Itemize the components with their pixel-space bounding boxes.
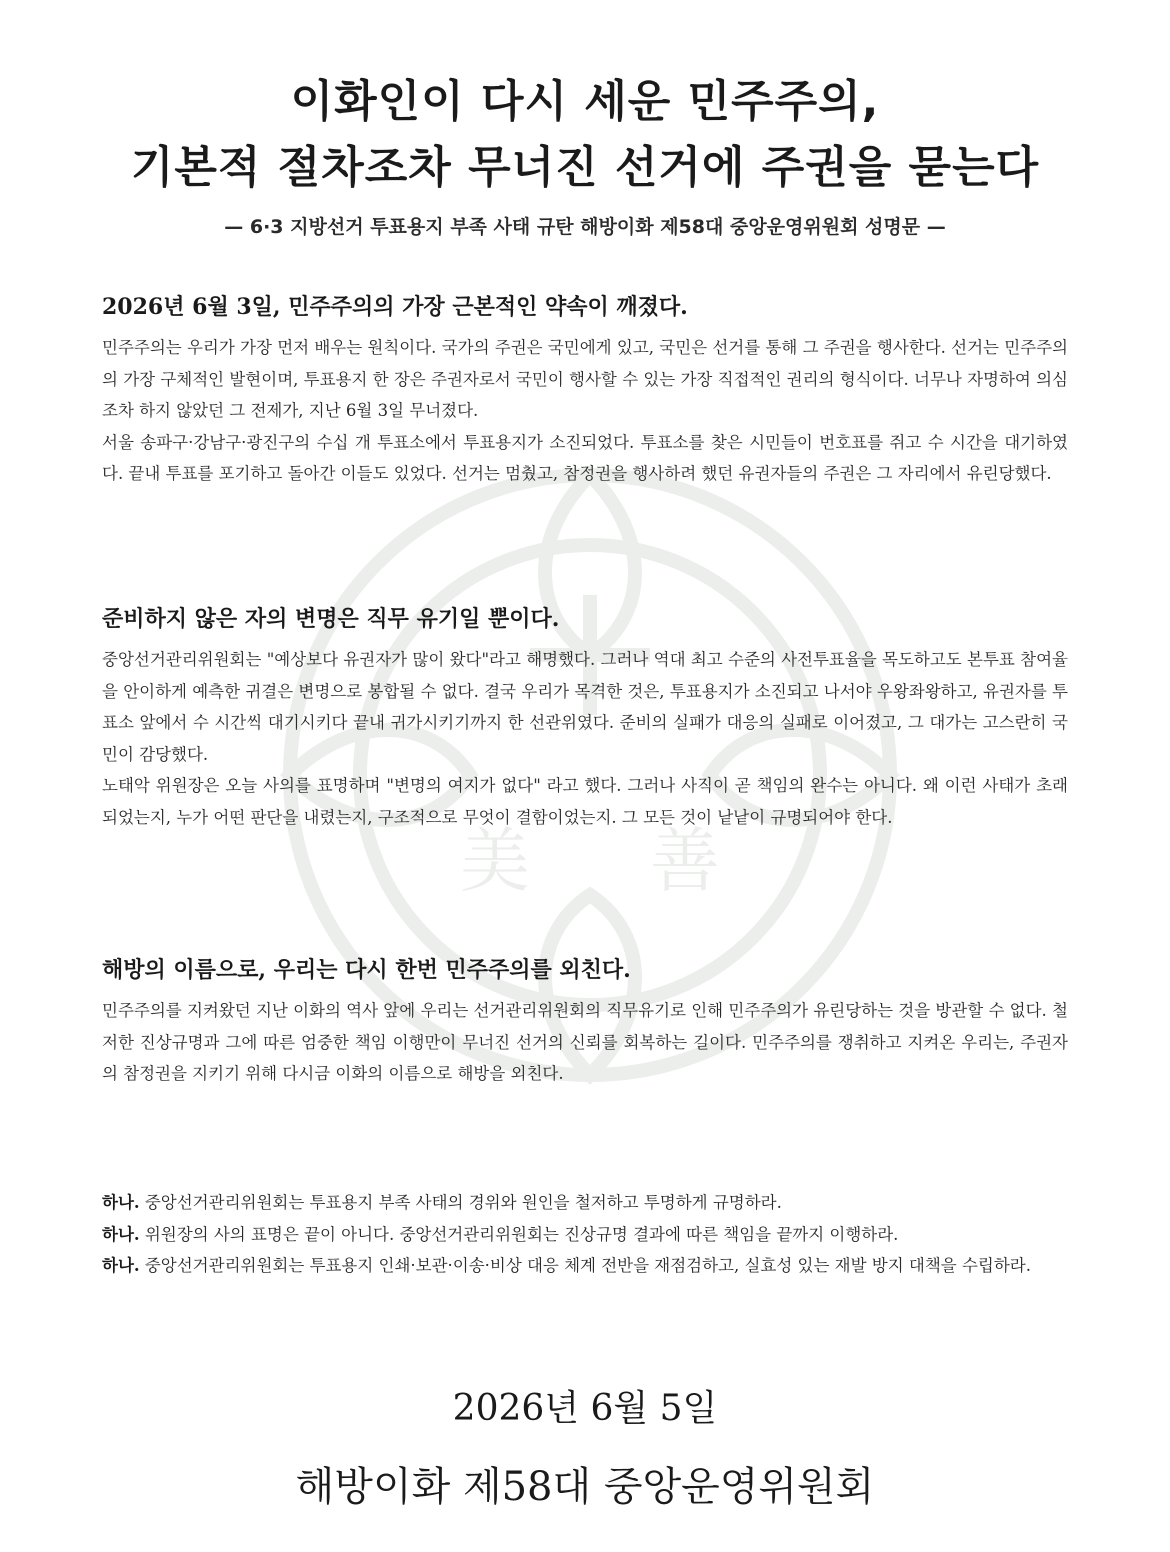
section-3-paragraph-1: 민주주의를 지켜왔던 지난 이화의 역사 앞에 우리는 선거관리위원회의 직무유기로 인해 민주주의가 유린당하는 것을 방관할 수 없다. 철저한 진상규명과 그에 따른 엄중한 책임 이행만이 무너진 선거의 신뢰를 회복하는 길이다. 민주주의를 쟁취하고 지켜온 우리는, 주권자의 참정권을 지키기 위해 다시금 이화의 이름으로 해방을 외친다.	[102, 1001, 1068, 1083]
section-3-heading: 해방의 이름으로, 우리는 다시 한번 민주주의를 외친다.	[102, 957, 631, 983]
demand-text: 중앙선거관리위원회는 투표용지 인쇄·보관·이송·비상 대응 체계 전반을 재점검하고, 실효성 있는 재발 방지 대책을 수립하라.	[139, 1256, 1031, 1275]
section-2-heading: 준비하지 않은 자의 변명은 직무 유기일 뿐이다.	[102, 606, 560, 632]
seal-char-mi: 美	[460, 820, 530, 902]
demand-text: 위원장의 사의 표명은 끝이 아니다. 중앙선거관리위원회는 진상규명 결과에 따른 책임을 끝까지 이행하라.	[139, 1224, 899, 1244]
title-line-1: 이화인이 다시 세운 민주주의,	[290, 76, 880, 127]
signature-date: 2026년 6월 5일	[452, 1388, 718, 1429]
section-3	[102, 955, 1068, 1090]
demand-lead: 하나.	[102, 1256, 140, 1275]
demand-item-1	[102, 1187, 1068, 1219]
seal-char-seon: 善	[650, 820, 720, 902]
section-2-paragraph-1: 중앙선거관리위원회는 "예상보다 유권자가 많이 왔다"라고 해명했다. 그러나 역대 최고 수준의 사전투표율을 목도하고도 본투표 참여율을 안이하게 예측한 귀결은 변명으로 봉합될 수 없다. 결국 우리가 목격한 것은, 투표용지가 소진되고 나서야 우왕좌왕하고, 유권자를 투표소 앞에서 수 시간씩 대기시키다 끝내 귀가시키기까지 한 선관위였다. 준비의 실패가 대응의 실패로 이어졌고, 그 대가는 고스란히 국민이 감당했다.	[102, 650, 1068, 764]
demand-item-2	[102, 1219, 1068, 1251]
title-line-2: 기본적 절차조차 무너진 선거에 주권을 묻는다	[130, 142, 1040, 193]
demand-lead: 하나.	[102, 1224, 140, 1244]
section-2	[102, 604, 1068, 833]
section-1-paragraph-2: 서울 송파구·강남구·광진구의 수십 개 투표소에서 투표용지가 소진되었다. 투표소를 찾은 시민들이 번호표를 쥐고 수 시간을 대기하였다. 끝내 투표를 포기하고 돌아간 이들도 있었다. 선거는 멈췄고, 참정권을 행사하려 했던 유권자들의 주권은 그 자리에서 유린당했다.	[102, 432, 1068, 483]
demands-list	[102, 1187, 1068, 1282]
section-1	[102, 292, 1068, 490]
signature-organization: 해방이화 제58대 중앙운영위원회	[295, 1464, 875, 1510]
demand-item-3	[102, 1250, 1068, 1282]
subtitle: — 6·3 지방선거 투표용지 부족 사태 규탄 해방이화 제58대 중앙운영위원회 성명문 —	[224, 216, 946, 238]
section-1-paragraph-1: 민주주의는 우리가 가장 먼저 배우는 원칙이다. 국가의 주권은 국민에게 있고, 국민은 선거를 통해 그 주권을 행사한다. 선거는 민주주의의 가장 구체적인 발현이며, 투표용지 한 장은 주권자로서 국민이 행사할 수 있는 가장 직접적인 권리의 형식이다. 너무나 자명하여 의심조차 하지 않았던 그 전제가, 지난 6월 3일 무너졌다.	[102, 338, 1068, 420]
demand-lead: 하나.	[102, 1193, 140, 1212]
section-1-heading: 2026년 6월 3일, 민주주의의 가장 근본적인 약속이 깨졌다.	[102, 294, 688, 320]
section-2-paragraph-2: 노태악 위원장은 오늘 사의를 표명하며 "변명의 여지가 없다" 라고 했다. 그러나 사직이 곧 책임의 완수는 아니다. 왜 이런 사태가 초래되었는지, 누가 어떤 판단을 내렸는지, 구조적으로 무엇이 결함이었는지. 그 모든 것이 낱낱이 규명되어야 한다.	[102, 776, 1068, 827]
demand-text: 중앙선거관리위원회는 투표용지 부족 사태의 경위와 원인을 철저하고 투명하게 규명하라.	[139, 1193, 782, 1212]
